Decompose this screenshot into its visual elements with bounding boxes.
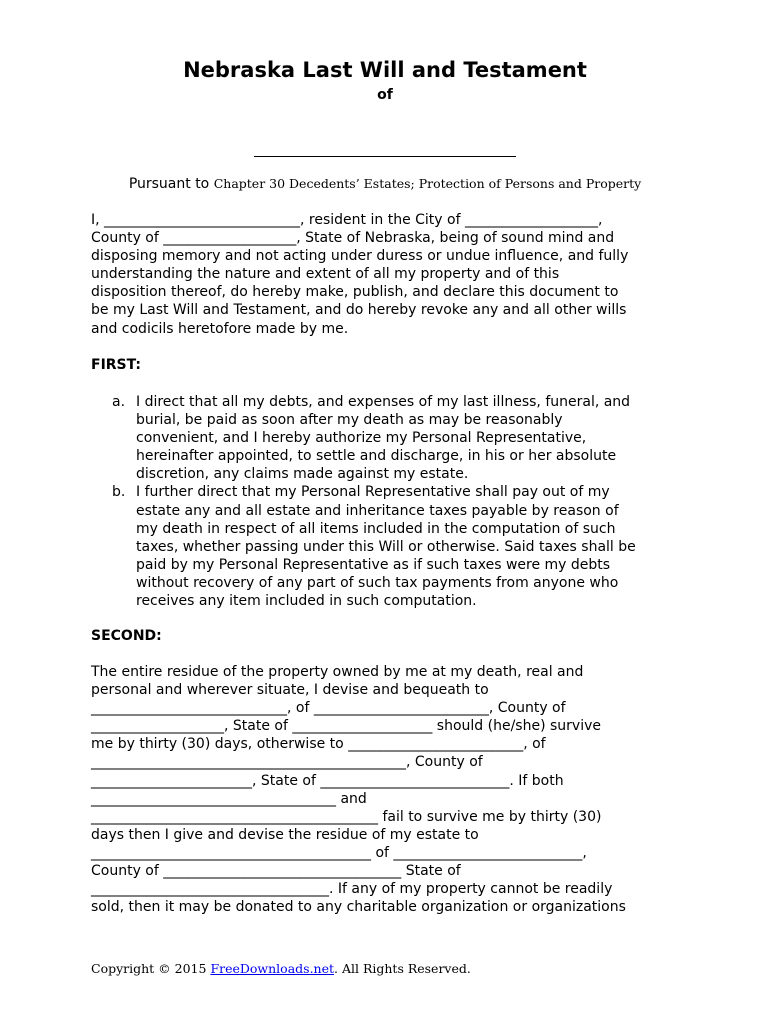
item-line: I direct that all my debts, and expenses of my last illness, funeral, and [136, 394, 631, 410]
intro-line: disposing memory and not acting under duress or undue influence, and fully [91, 248, 629, 265]
list-marker: b. [112, 484, 126, 501]
item-line: paid by my Personal Representative as if such taxes were my debts [136, 556, 611, 573]
intro-line: disposition thereof, do hereby make, publish, and declare this document to [91, 284, 619, 301]
copyright-suffix: . All Rights Reserved. [334, 961, 471, 976]
item-line: burial, be paid as soon after my death as may be reasonably [136, 412, 563, 429]
intro-line: County of ___________________, State of Nebraska, being of sound mind and [91, 230, 615, 247]
intro-paragraph [91, 211, 691, 338]
residue-line: _______________________, State of ___________________________. If both [91, 772, 564, 789]
list-item [112, 483, 692, 610]
residue-line: __________________________________. If any of my property cannot be readily [91, 881, 613, 898]
second-heading: SECOND: [91, 628, 162, 644]
list-marker: a. [112, 394, 126, 410]
intro-line: be my Last Will and Testament, and do hereby revoke any and all other wills [91, 302, 627, 319]
residue-line: me by thirty (30) days, otherwise to _________________________, of [91, 736, 546, 753]
residue-line: _____________________________________________, County of [91, 754, 483, 771]
pursuant-lead: Pursuant to [128, 176, 214, 192]
item-line: convenient, and I hereby authorize my Personal Representative, [136, 430, 587, 447]
residue-line: ___________________, State of ____________________ should (he/she) survive [91, 718, 601, 735]
intro-line: and codicils heretofore made by me. [91, 320, 349, 337]
item-line: hereinafter appointed, to settle and discharge, in his or her absolute [136, 448, 617, 465]
first-clause-list [112, 393, 692, 610]
residue-line: personal and wherever situate, I devise and bequeath to [91, 682, 489, 699]
residue-line: County of __________________________________ State of [91, 863, 461, 880]
residue-line: days then I give and devise the residue of my estate to [91, 826, 479, 843]
item-line: I further direct that my Personal Representative shall pay out of my [136, 484, 610, 501]
residue-line: The entire residue of the property owned by me at my death, real and [91, 664, 584, 680]
first-heading: FIRST: [91, 357, 142, 373]
item-line: receives any item included in such computation. [136, 593, 477, 610]
residue-line: ___________________________________ and [91, 790, 367, 807]
intro-line: I, ____________________________, resident in the City of ___________________, [91, 212, 603, 228]
freedownloads-link[interactable]: FreeDownloads.net [210, 961, 335, 976]
residue-line: sold, then it may be donated to any charitable organization or organizations [91, 899, 626, 916]
item-line: my death in respect of all items included in the computation of such [136, 520, 616, 537]
copyright-prefix: Copyright © 2015 [91, 961, 211, 976]
intro-line: understanding the nature and extent of all my property and of this [91, 266, 560, 283]
residue-paragraph [91, 663, 691, 916]
residue-line: ____________________________, of _________________________, County of [91, 700, 566, 717]
testator-name-line [254, 156, 516, 157]
item-line: without recovery of any part of such tax payments from anyone who [136, 574, 619, 591]
statute-citation: Chapter 30 Decedents’ Estates; Protection of Persons and Property [213, 176, 642, 191]
item-line: discretion, any claims made against my estate. [136, 466, 469, 483]
copyright-footer [91, 961, 471, 976]
item-line: taxes, whether passing under this Will or otherwise. Said taxes shall be [136, 538, 636, 555]
residue-line: ________________________________________ of ___________________________, [91, 844, 587, 861]
residue-line: _________________________________________ fail to survive me by thirty (30) [91, 808, 602, 825]
item-line: estate any and all estate and inheritance taxes payable by reason of [136, 502, 619, 519]
list-item [112, 393, 692, 483]
of-label: of [377, 87, 393, 103]
document-title: Nebraska Last Will and Testament [183, 58, 587, 82]
pursuant-line [0, 176, 770, 193]
